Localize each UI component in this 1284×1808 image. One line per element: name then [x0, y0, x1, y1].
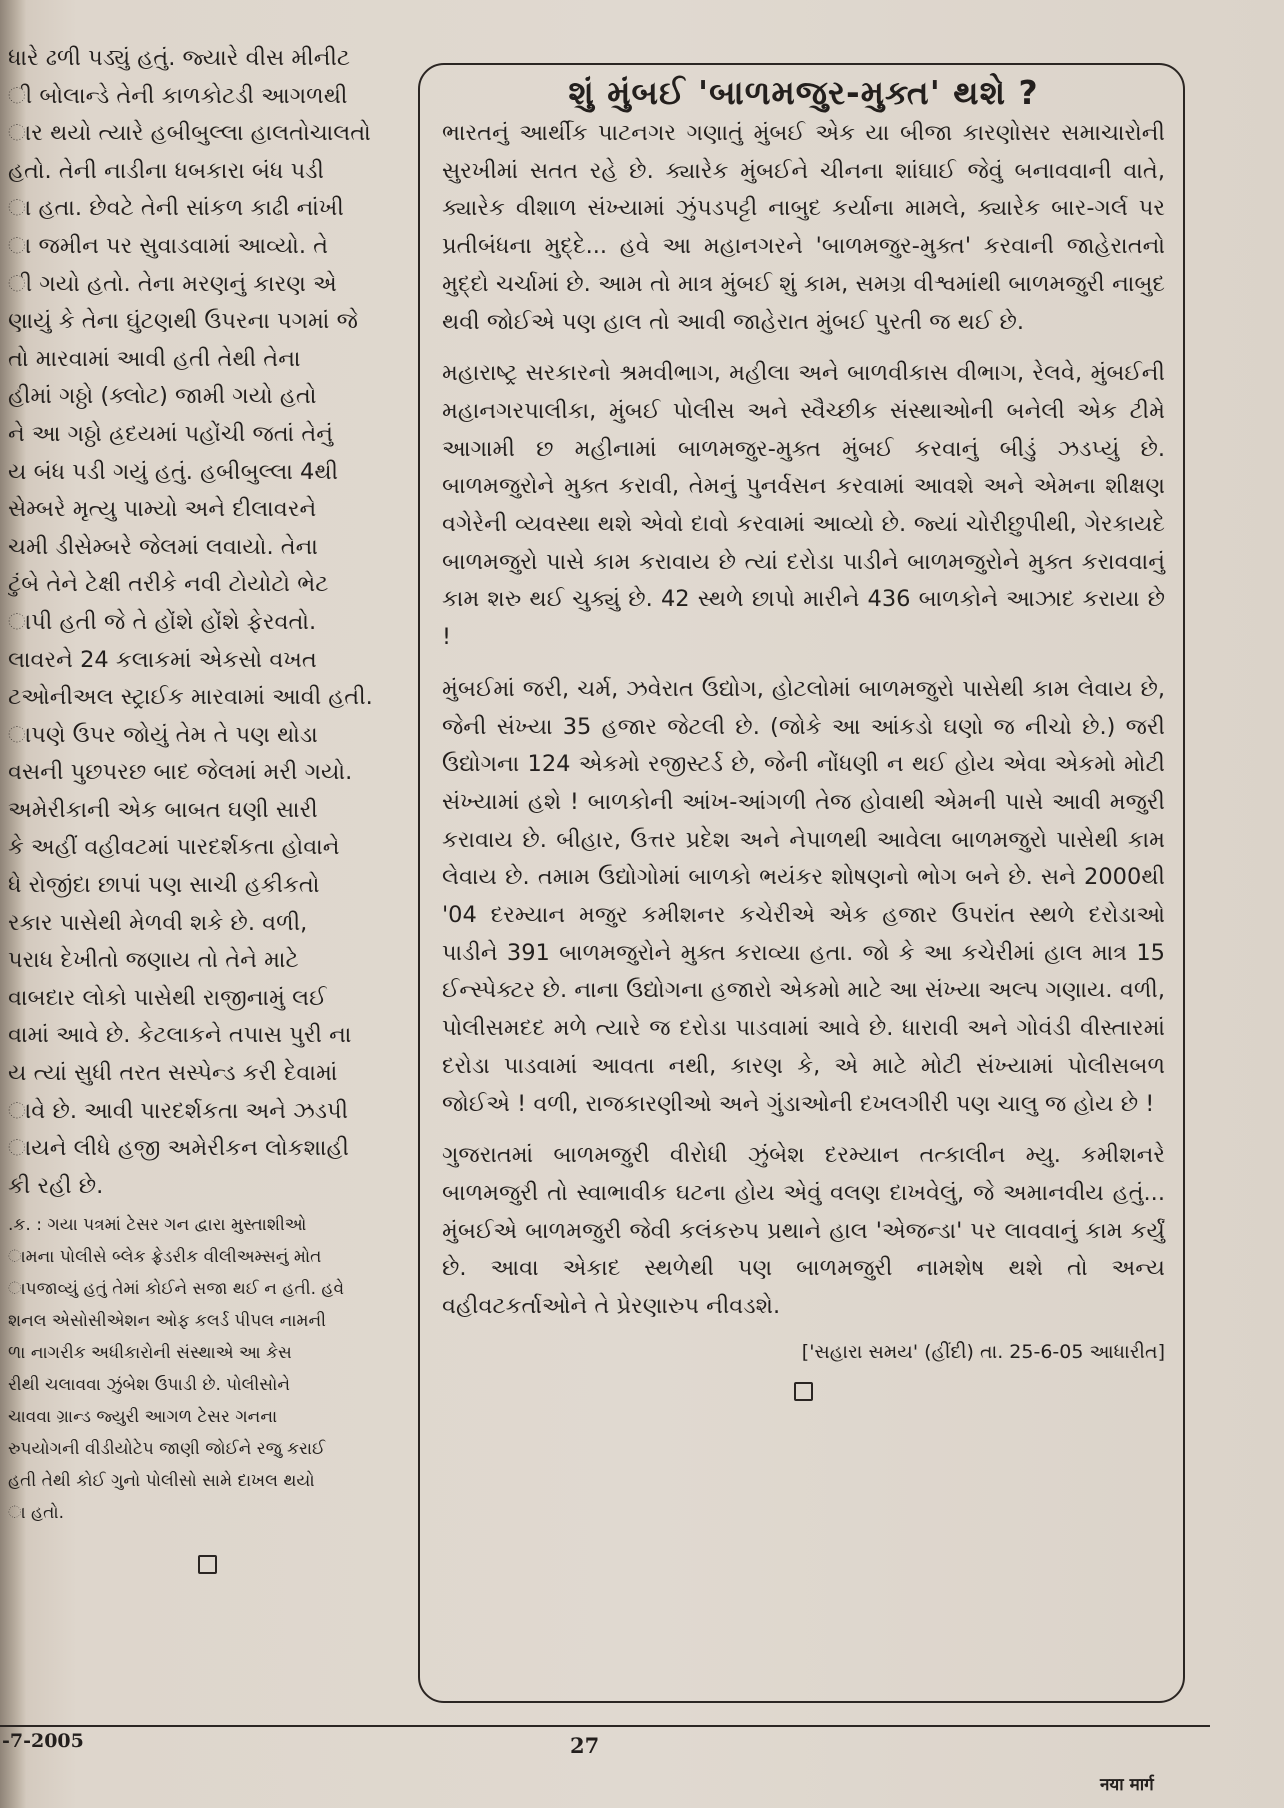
left-column-line: ાવે છે. આવી પારદર્શકતા અને ઝડપી — [8, 1097, 349, 1124]
left-column-line: તો મારવામાં આવી હતી તેથી તેના — [8, 345, 301, 372]
editor-note-line: હતી તેથી કોઈ ગુનો પોલીસો સામે દાખલ થયો — [8, 1471, 315, 1492]
left-column-line: વસની પુછપરછ બાદ જેલમાં મરી ગયો. — [8, 759, 353, 786]
end-of-article-mark — [198, 1555, 217, 1574]
left-column-line: હીમાં ગઠ્ઠો (ક્લોટ) જામી ગયો હતો — [8, 383, 317, 410]
article-paragraph: ભારતનું આર્થીક પાટનગર ગણાતું મુંબઈ એક યા બીજા કારણોસર સમાચારોની સુરખીમાં સતત રહે છે. ક્યારેક મુંબઈને ચીનના શાંઘાઈ જેવું બનાવવાની વાતે, ક્યારેક વીશાળ સંખ્યામાં ઝુંપડપટ્ટી નાબુદ કર્યાના મામલે, ક્યારેક બાર-ગર્લ પર પ્રતીબંધના મુદ્દે... હવે આ મહાનગરને 'બાળમજુર-મુક્ત' કરવાની જાહેરાતનો મુદ્દો ચર્ચામાં છે. આમ તો માત્ર મુંબઈ શું કામ, સમગ્ર વીશ્વમાંથી બાળમજુરી નાબુદ થવી જોઈએ પણ હાલ તો આવી જાહેરાત મુંબઈ પુરતી જ થઈ છે. — [442, 120, 1165, 335]
left-column-line: ય બંધ પડી ગયું હતું. હબીબુલ્લા 4થી — [8, 458, 339, 485]
editor-note-line: .ક. : ગયા પત્રમાં ટેસર ગન દ્વારા મુસ્તાશીઓ — [8, 1215, 307, 1236]
article-paragraph: ગુજરાતમાં બાળમજુરી વીરોધી ઝુંબેશ દરમ્યાન તત્કાલીન મ્યુ. કમીશનરે બાળમજુરી તો સ્વાભાવીક ઘટના હોય એવું વલણ દાખવેલું, જે અમાનવીય હતું... મુંબઈએ બાળમજુરી જેવી કલંકરુપ પ્રથાને હાલ 'એજન્ડા' પર લાવવાનું કામ કર્યું છે. આવા એકાદ સ્થળેથી પણ બાળમજુરી નામશેષ થશે તો અન્ય વહીવટકર્તાઓને તે પ્રેરણારુપ નીવડશે. — [442, 1142, 1165, 1320]
article-paragraph: મહારાષ્ટ્ર સરકારનો શ્રમવીભાગ, મહીલા અને બાળવીકાસ વીભાગ, રેલવે, મુંબઈની મહાનગરપાલીકા, મુંબઈ પોલીસ અને સ્વૈચ્છીક સંસ્થાઓની બનેલી એક ટીમે આગામી છ મહીનામાં બાળમજુર-મુક્ત મુંબઈ કરવાનું બીડું ઝડપ્યું છે. બાળમજુરોને મુક્ત કરાવી, તેમનું પુનર્વસન કરવામાં આવશે અને એમના શીક્ષણ વગેરેની વ્યવસ્થા થશે એવો દાવો કરવામાં આવ્યો છે. જ્યાં ચોરીછુપીથી, ગેરકાયદે બાળમજુરો પાસે કામ કરાવાય છે ત્યાં દરોડા પાડીને બાળમજુરોને મુક્ત કરાવવાનું કામ શરુ થઈ ચુક્યું છે. 42 સ્થળે છાપો મારીને 436 બાળકોને આઝાદ કરાયા છે ! — [442, 360, 1165, 651]
left-column-line: સેમ્બરે મૃત્યુ પામ્યો અને દીલાવરને — [8, 496, 317, 523]
left-column-line: અમેરીકાની એક બાબત ઘણી સારી — [8, 796, 318, 823]
article-paragraph: મુંબઈમાં જરી, ચર્મ, ઝવેરાત ઉદ્યોગ, હોટલોમાં બાળમજુરો પાસેથી કામ લેવાય છે, જેની સંખ્યા 35 હજાર જેટલી છે. (જોકે આ આંકડો ઘણો જ નીચો છે.) જરી ઉદ્યોગના 124 એકમો રજીસ્ટર્ડ છે, જેની નોંધણી ન થઈ હોય એવા એકમો મોટી સંખ્યામાં હશે ! બાળકોની આંખ-આંગળી તેજ હોવાથી એમની પાસે આવી મજુરી કરાવાય છે. બીહાર, ઉત્તર પ્રદેશ અને નેપાળથી આવેલા બાળમજુરો પાસેથી કામ લેવાય છે. તમામ ઉદ્યોગોમાં બાળકો ભયંકર શોષણનો ભોગ બને છે. સને 2000થી '04 દરમ્યાન મજુર કમીશનર કચેરીએ એક હજાર ઉપરાંત સ્થળે દરોડાઓ પાડીને 391 બાળમજુરોને મુક્ત કરાવ્યા હતા. જો કે આ કચેરીમાં હાલ માત્ર 15 ઈન્સ્પેક્ટર છે. નાના ઉદ્યોગના હજારો એકમો માટે આ સંખ્યા અલ્પ ગણાય. વળી, પોલીસમદદ મળે ત્યારે જ દરોડા પાડવામાં આવે છે. ધારાવી અને ગોવંડી વીસ્તારમાં દરોડા પાડવામાં આવતા નથી, કારણ કે, એ માટે મોટી સંખ્યામાં પોલીસબળ જોઈએ ! વળી, રાજકારણીઓ અને ગુંડાઓની દખલગીરી પણ ચાલુ જ હોય છે ! — [442, 675, 1165, 1117]
left-column-line: ટઓનીઅલ સ્ટ્રાઈક મારવામાં આવી હતી. — [8, 684, 373, 711]
left-column-line: કે અહીં વહીવટમાં પારદર્શકતા હોવાને — [8, 834, 340, 861]
left-column-line: ાપણે ઉપર જોયું તેમ તે પણ થોડા — [8, 721, 318, 748]
page-number: 27 — [570, 1733, 600, 1758]
editor-note-line: શનલ એસોસીએશન ઓફ કલર્ડ પીપલ નામની — [8, 1311, 327, 1332]
left-column-line: ને આ ગઠ્ઠો હ્રદયમાં પહોંચી જતાં તેનું — [8, 420, 333, 447]
left-column-line: ય ત્યાં સુધી તરત સસ્પેન્ડ કરી દેવામાં — [8, 1060, 338, 1087]
left-column-body — [8, 40, 433, 1205]
left-column-line: વામાં આવે છે. કેટલાકને તપાસ પુરી ના — [8, 1022, 352, 1049]
left-column-line: ણાયું કે તેના ઘુંટણથી ઉપરના પગમાં જે — [8, 308, 358, 335]
editor-note-line: ામના પોલીસે બ્લેક ફ્રેડરીક વીલીઅમ્સનું મોત — [8, 1247, 322, 1268]
footer-date: -7-2005 — [2, 1730, 84, 1752]
left-column-line: કી રહી છે. — [8, 1172, 104, 1199]
editor-note-line: રીથી ચલાવવા ઝુંબેશ ઉપાડી છે. પોલીસોને — [8, 1375, 290, 1396]
left-column-line: ી બોલાન્ડે તેની કાળકોટડી આગળથી — [8, 82, 348, 109]
left-column-line: રકાર પાસેથી મેળવી શકે છે. વળી, — [8, 909, 308, 936]
left-column-line: લાવરને 24 કલાકમાં એકસો વખત — [8, 646, 317, 673]
left-column-line: ાર થયો ત્યારે હબીબુલ્લા હાલતોચાલતો — [8, 120, 371, 147]
end-of-article-mark — [794, 1382, 813, 1401]
left-column-line: ધે રોજીંદા છાપાં પણ સાચી હકીકતો — [8, 872, 320, 899]
publication-name: नया मार्ग — [1100, 1775, 1154, 1795]
left-column-line: ટુંબે તેને ટેક્ષી તરીકે નવી ટોયોટો ભેટ — [8, 571, 329, 598]
left-column-line: હતો. તેની નાડીના ધબકારા બંધ પડી — [8, 157, 324, 184]
editor-note-line: ાપજાવ્યું હતું તેમાં કોઈને સજા થઈ ન હતી. હવે — [8, 1279, 345, 1300]
footer-divider — [0, 1725, 1210, 1727]
left-column-line: ાયને લીધે હજી અમેરીકન લોકશાહી — [8, 1135, 349, 1162]
boxed-article — [418, 63, 1185, 1703]
editor-note-line: રુપયોગની વીડીયોટેપ જાણી જોઈને રજુ કરાઈ — [8, 1439, 326, 1460]
editor-note-line: ા હતો. — [8, 1503, 65, 1524]
editor-note — [8, 1209, 433, 1529]
left-column-line: ા જમીન પર સુવાડવામાં આવ્યો. તે — [8, 232, 329, 259]
article-source-credit: ['સહારા સમય' (હીંદી) તા. 25-6-05 આધારીત] — [801, 1340, 1165, 1363]
editor-note-line: ચાવવા ગ્રાન્ડ જ્યુરી આગળ ટેસર ગનના — [8, 1407, 278, 1428]
editor-note-line: ળા નાગરીક અધીકારોની સંસ્થાએ આ કેસ — [8, 1343, 292, 1364]
left-column-line: પરાધ દેખીતો જણાય તો તેને માટે — [8, 947, 299, 974]
left-column-continuation — [8, 40, 433, 1670]
article-title: શું મુંબઈ 'બાળમજુર-મુક્ત' થશે ? — [568, 73, 1039, 112]
left-column-line: ી ગયો હતો. તેના મરણનું કારણ એ — [8, 270, 337, 297]
left-column-line: ા હતા. છેવટે તેની સાંકળ કાઢી નાંખી — [8, 195, 344, 222]
left-column-line: ચમી ડીસેમ્બરે જેલમાં લવાયો. તેના — [8, 533, 318, 560]
left-column-line: ધારે ઢળી પડ્યું હતું. જ્યારે વીસ મીનીટ — [8, 45, 351, 71]
left-column-line: વાબદાર લોકો પાસેથી રાજીનામું લઈ — [8, 984, 327, 1011]
left-column-line: ાપી હતી જે તે હોંશે હોંશે ફેરવતો. — [8, 608, 317, 635]
